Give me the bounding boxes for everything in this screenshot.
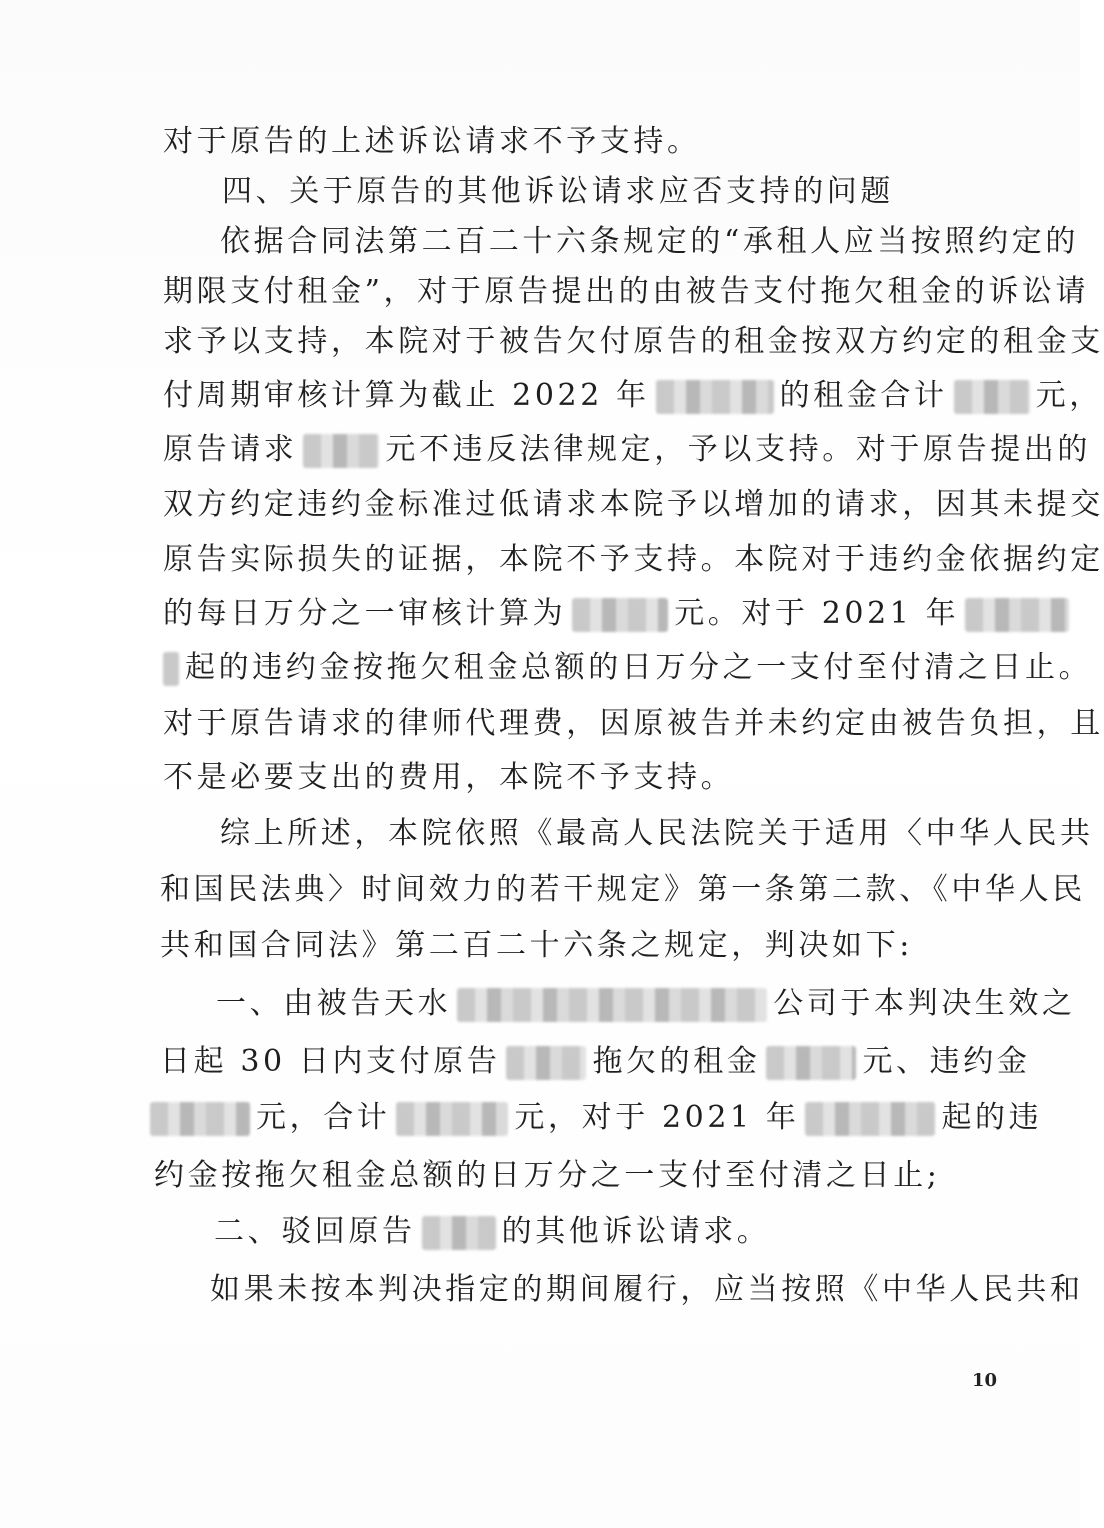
text-line: 不是必要支出的费用，本院不予支持。 [163, 760, 735, 795]
text-line: 如果未按本判决指定的期间履行，应当按照《中华人民共和 [210, 1272, 1084, 1307]
redacted-block [457, 988, 767, 1022]
text-segment: 二、驳回原告 [214, 1214, 416, 1249]
text-line [160, 1042, 1030, 1082]
text-segment: 元， [1035, 378, 1103, 413]
text-segment: 拖欠的租金 [592, 1044, 761, 1079]
text-segment: 元不违反法律规定，予以支持。对于原告提出的 [385, 432, 1092, 467]
text-line: 原告实际损失的证据，本院不予支持。本院对于违约金依据约定 [163, 542, 1104, 577]
text-segment: 元，对于 2021 年 [514, 1100, 800, 1135]
redacted-block [506, 1046, 586, 1080]
redacted-block [396, 1102, 508, 1136]
text-segment: 日起 30 日内支付原告 [160, 1044, 501, 1079]
text-segment: 一、由被告天水 [216, 986, 452, 1021]
section-heading: 四、关于原告的其他诉讼请求应否支持的问题 [222, 174, 894, 209]
text-segment: 起的违 [941, 1100, 1043, 1135]
text-line: 双方约定违约金标准过低请求本院予以增加的请求，因其未提交 [163, 487, 1104, 522]
text-line [163, 594, 1075, 634]
redacted-block [954, 380, 1030, 414]
text-line: 对于原告请求的律师代理费，因原被告并未约定由被告负担，且 [163, 706, 1104, 741]
text-segment: 的其他诉讼请求。 [501, 1214, 771, 1249]
redacted-block [805, 1102, 935, 1136]
text-line [150, 1098, 1042, 1138]
redacted-block [572, 598, 668, 632]
text-segment: 的每日万分之一审核计算为 [163, 596, 567, 631]
redacted-block [422, 1216, 496, 1250]
redacted-block [656, 380, 774, 414]
text-segment: 公司于本判决生效之 [773, 986, 1076, 1021]
text-line [163, 376, 1103, 416]
text-segment: 起的违约金按拖欠租金总额的日万分之一支付至付清之日止。 [185, 650, 1093, 685]
text-line [163, 648, 1092, 688]
text-line: 对于原告的上述诉讼请求不予支持。 [163, 124, 701, 159]
text-line [163, 430, 1091, 470]
text-line: 共和国合同法》第二百二十六条之规定，判决如下: [160, 928, 913, 963]
text-segment: 原告请求 [163, 432, 298, 467]
redacted-block [766, 1046, 856, 1080]
text-segment: 元、违约金 [862, 1044, 1031, 1079]
text-line: 综上所述，本院依照《最高人民法院关于适用〈中华人民共 [220, 816, 1094, 851]
judgment-item [216, 984, 1076, 1024]
text-segment: 的租金合计 [779, 378, 948, 413]
redacted-block [303, 434, 379, 468]
text-line: 依据合同法第二百二十六条规定的“承租人应当按照约定的 [220, 224, 1079, 259]
text-line: 约金按拖欠租金总额的日万分之一支付至付清之日止; [154, 1158, 941, 1193]
redacted-block [163, 652, 179, 686]
page-number: 10 [972, 1370, 998, 1391]
redacted-block [965, 598, 1069, 632]
judgment-item [214, 1212, 770, 1252]
text-line: 和国民法典〉时间效力的若干规定》第一条第二款、《中华人民 [160, 872, 1086, 907]
text-segment: 元，合计 [256, 1100, 391, 1135]
text-segment: 付周期审核计算为截止 2022 年 [163, 378, 650, 413]
text-line: 期限支付租金”，对于原告提出的由被告支付拖欠租金的诉讼请 [163, 274, 1090, 309]
redacted-block [150, 1102, 250, 1136]
text-line: 求予以支持，本院对于被告欠付原告的租金按双方约定的租金支 [163, 324, 1104, 359]
text-segment: 元。对于 2021 年 [674, 596, 960, 631]
